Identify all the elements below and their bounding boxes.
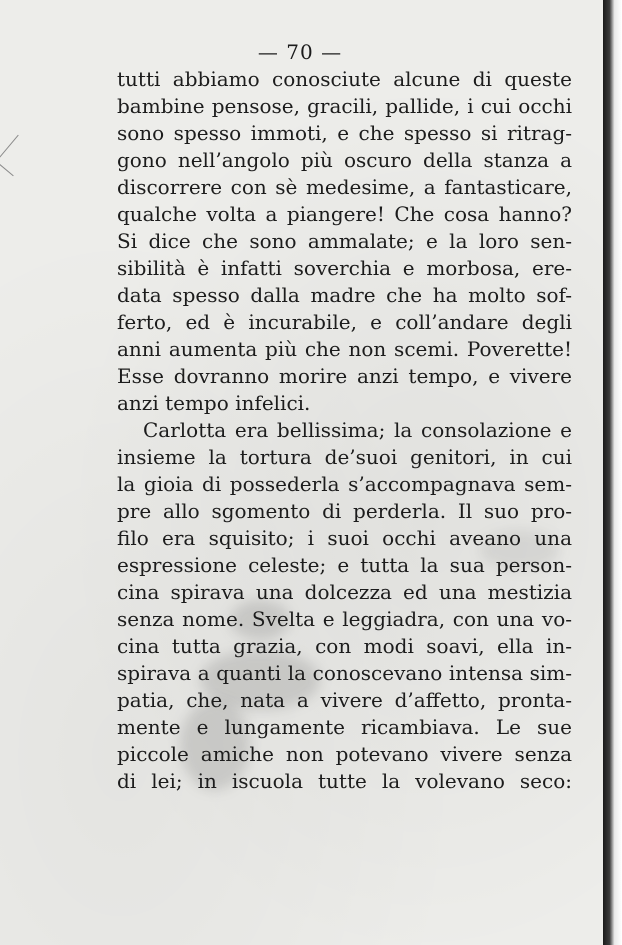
text-line: insieme la tortura de’suoi genitori, in cui bbox=[117, 445, 572, 469]
body-text bbox=[117, 66, 572, 795]
text-line-paragraph-end: anzi tempo infelici. bbox=[117, 391, 311, 415]
margin-ink-mark bbox=[0, 135, 36, 177]
text-line: di lei; in iscuola tutte la volevano seco: bbox=[117, 769, 572, 793]
text-line: cina tutta grazia, con modi soavi, ella in- bbox=[117, 634, 572, 658]
text-line: data spesso dalla madre che ha molto sof- bbox=[117, 283, 572, 307]
text-line: pre allo sgomento di perderla. Il suo pro- bbox=[117, 499, 572, 523]
text-line: qualche volta a piangere! Che cosa hanno? bbox=[117, 202, 572, 226]
text-line: spirava a quanti la conoscevano intensa sim- bbox=[117, 661, 572, 685]
text-line: senza nome. Svelta e leggiadra, con una vo- bbox=[117, 607, 572, 631]
text-line: bambine pensose, gracili, pallide, i cui occhi bbox=[117, 94, 572, 118]
text-line: anni aumenta più che non scemi. Poverette! bbox=[117, 337, 572, 361]
text-line: sibilità è infatti soverchia e morbosa, ere- bbox=[117, 256, 572, 280]
text-line: piccole amiche non potevano vivere senza bbox=[117, 742, 572, 766]
text-line: Si dice che sono ammalate; e la loro sen- bbox=[117, 229, 572, 253]
text-line-paragraph-start: Carlotta era bellissima; la consolazione e bbox=[143, 418, 572, 442]
page-number: — 70 — bbox=[257, 40, 343, 64]
text-line: filo era squisito; i suoi occhi aveano una bbox=[117, 526, 572, 550]
text-line: sono spesso immoti, e che spesso si ritrag- bbox=[117, 121, 572, 145]
text-line: patia, che, nata a vivere d’affetto, pronta- bbox=[117, 688, 572, 712]
text-line: la gioia di possederla s’accompagnava sem- bbox=[117, 472, 572, 496]
text-line: tutti abbiamo conosciute alcune di queste bbox=[117, 67, 572, 91]
text-line: espressione celeste; e tutta la sua person- bbox=[117, 553, 572, 577]
text-line: ferto, ed è incurabile, e coll’andare degli bbox=[117, 310, 572, 334]
text-line: discorrere con sè medesime, a fantasticare, bbox=[117, 175, 572, 199]
text-line: mente e lungamente ricambiava. Le sue bbox=[117, 715, 572, 739]
text-line: Esse dovranno morire anzi tempo, e vivere bbox=[117, 364, 572, 388]
text-line: gono nell’angolo più oscuro della stanza a bbox=[117, 148, 572, 172]
text-line: cina spirava una dolcezza ed una mestizia bbox=[117, 580, 572, 604]
book-binding-shadow bbox=[603, 0, 622, 945]
